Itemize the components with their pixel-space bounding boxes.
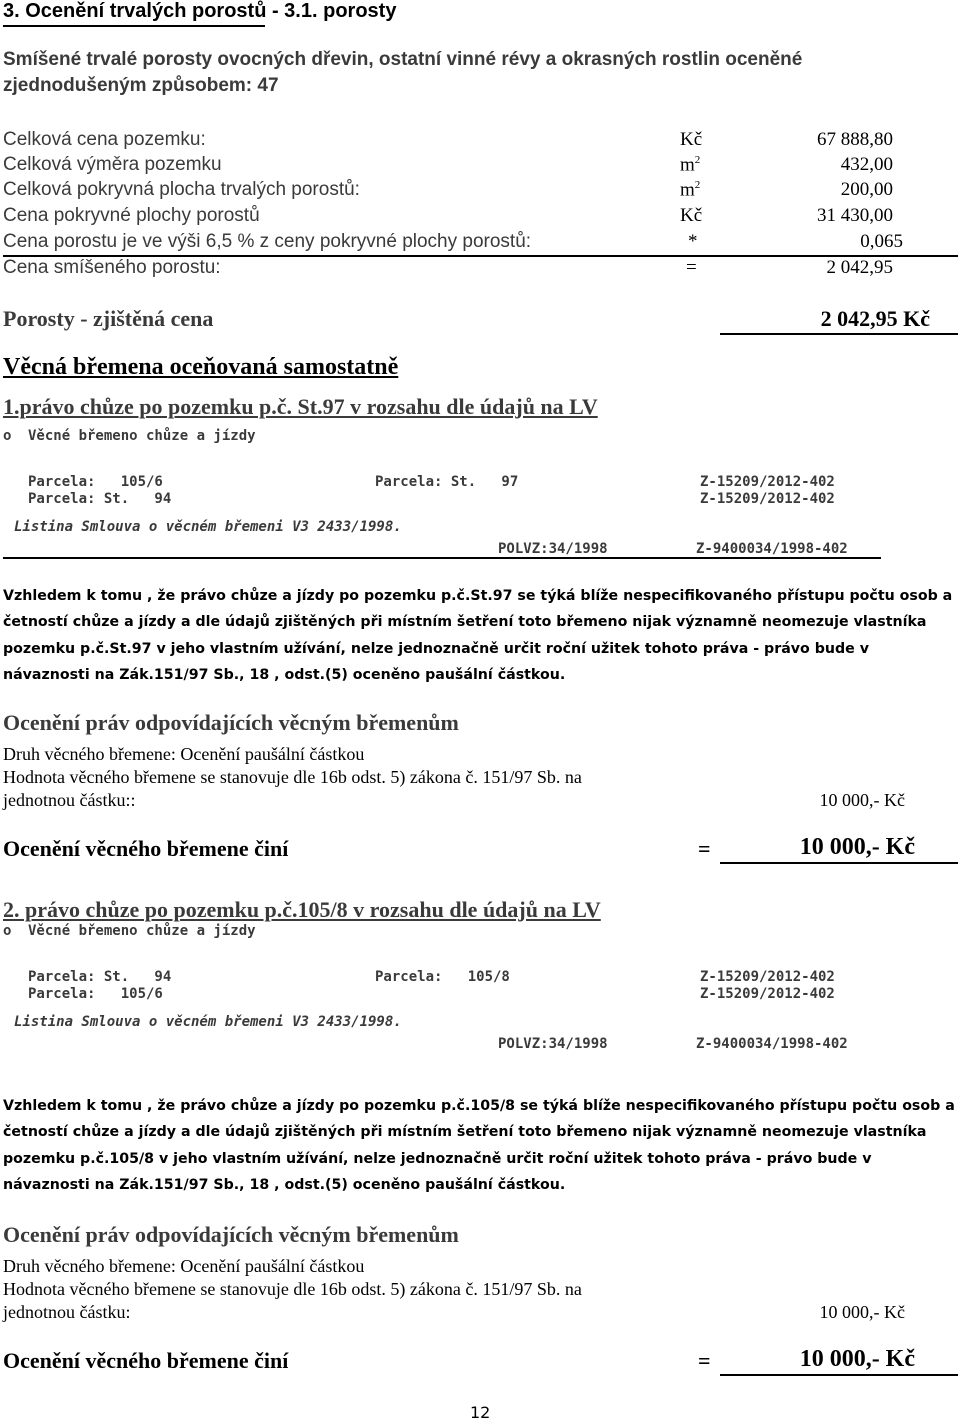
easement-value-basis-cont: jednotnou částku: [3,1302,131,1322]
lv-header: Věcné břemeno chůze a jízdy [28,428,256,444]
calc-unit: Kč [680,205,703,226]
intro-line-2: zjednodušeným způsobem: 47 [3,75,279,96]
calc-unit: = [686,257,697,278]
easement-value: 10 000,- Kč [819,790,905,810]
lv-bullet: o [3,923,12,939]
calc-value: 31 430,00 [817,205,893,226]
heading-underline [3,25,265,27]
lv-parcel: Parcela: St. 94 [28,491,172,507]
easement-type: Druh věcného břemene: Ocenění paušální částkou [3,1256,365,1276]
rule [3,557,881,559]
lv-reference: Z-15209/2012-402 [700,986,835,1002]
easement-type: Druh věcného břemene: Ocenění paušální částkou [3,744,365,764]
lv-parcel: Parcela: St. 97 [375,474,519,490]
rule [720,333,958,335]
valuation-heading: Ocenění práv odpovídajících věcným břemenům [3,710,459,735]
lv-parcel: Parcela: 105/6 [28,986,163,1002]
lv-bullet: o [3,428,12,444]
calc-label: Cena pokryvné plochy porostů [3,205,260,226]
rule [720,1374,958,1376]
easement-2-title: 2. právo chůze po pozemku p.č.105/8 v rozsahu dle údajů na LV [3,897,601,922]
porosty-total-value: 2 042,95 Kč [820,306,930,331]
calc-label: Celková cena pozemku: [3,129,206,150]
easement-value-basis: Hodnota věcného břemene se stanovuje dle 16b odst. 5) zákona č. 151/97 Sb. na [3,1279,582,1299]
lv-parcel: Parcela: St. 94 [28,969,172,985]
calc-unit: * [688,231,698,252]
calc-label: Cena smíšeného porostu: [3,257,221,278]
calc-value: 200,00 [840,179,893,200]
calc-label: Celková pokryvná plocha trvalých porostů: [3,179,360,200]
lv-listina: Listina Smlouva o věcném břemeni V3 2433/1998. [14,1014,402,1030]
calc-value: 432,00 [840,154,893,175]
lv-reference: Z-9400034/1998-402 [696,541,848,557]
lv-parcel: Parcela: 105/6 [28,474,163,490]
easement-value: 10 000,- Kč [819,1302,905,1322]
valuation-heading: Ocenění práv odpovídajících věcným břemenům [3,1222,459,1247]
easement-total-eq: = [698,1348,711,1373]
page-heading: 3. Ocenění trvalých porostů - 3.1. porosty [3,0,397,22]
lv-polvz: POLVZ:34/1998 [498,541,608,557]
calc-value: 0,065 [860,231,903,252]
easement-total-eq: = [698,836,711,861]
lv-reference: Z-15209/2012-402 [700,491,835,507]
lv-listina: Listina Smlouva o věcném břemeni V3 2433/1998. [14,519,402,535]
easement-2-paragraph: Vzhledem k tomu , že právo chůze a jízdy po pozemku p.č.105/8 se týká blíže nespecifikovaného přístupu počtu osob a četností chůze a jízdy a dle údajů zjištěných při místním šetření toto břemeno nijak významně neomezuje vlastníka pozemku p.č.105/8 v jeho vlastním užívání, nelze jednoznačně určit roční užitek tohoto práva - právo bude v návaznosti na Zák.151/97 Sb., 18 , odst.(5) oceněno paušální částkou. [3,1098,955,1193]
intro-line-1: Smíšené trvalé porosty ovocných dřevin, ostatní vinné révy a okrasných rostlin oceněné [3,49,803,70]
lv-reference: Z-9400034/1998-402 [696,1036,848,1052]
lv-parcel: Parcela: 105/8 [375,969,510,985]
calc-unit: $m^2$ [680,179,701,201]
calc-value: 67 888,80 [817,129,893,150]
easement-1-paragraph: Vzhledem k tomu , že právo chůze a jízdy po pozemku p.č.St.97 se týká blíže nespecifikovaného přístupu počtu osob a četností chůze a jízdy a dle údajů zjištěných při místním šetření toto břemeno nijak významně neomezuje vlastníka pozemku p.č.St.97 v jeho vlastním užívání, nelze jednoznačně určit roční užitek tohoto práva - právo bude v návaznosti na Zák.151/97 Sb., 18 , odst.(5) oceněno paušální částkou. [3,588,953,683]
easement-total-label: Ocenění věcného břemene činí [3,1348,289,1373]
lv-polvz: POLVZ:34/1998 [498,1036,608,1052]
calc-label: Celková výměra pozemku [3,154,222,175]
page-number: 12 [470,1403,491,1422]
easements-heading: Věcná břemena oceňovaná samostatně [3,354,399,380]
lv-reference: Z-15209/2012-402 [700,474,835,490]
lv-reference: Z-15209/2012-402 [700,969,835,985]
lv-header: Věcné břemeno chůze a jízdy [28,923,256,939]
easement-value-basis: Hodnota věcného břemene se stanovuje dle 16b odst. 5) zákona č. 151/97 Sb. na [3,767,582,787]
calc-unit: Kč [680,129,703,150]
calc-unit: $m^2$ [680,154,701,176]
calc-value: 2 042,95 [826,257,893,278]
porosty-total-label: Porosty - zjištěná cena [3,306,214,331]
easement-total-value: 10 000,- Kč [799,1346,915,1372]
easement-total-label: Ocenění věcného břemene činí [3,836,289,861]
calc-label: Cena porostu je ve výši 6,5 % z ceny pokryvné plochy porostů: [3,231,532,252]
easement-1-title: 1.právo chůze po pozemku p.č. St.97 v rozsahu dle údajů na LV [3,394,598,419]
rule [720,862,958,864]
easement-value-basis-cont: jednotnou částku:: [3,790,136,810]
easement-total-value: 10 000,- Kč [799,834,915,860]
